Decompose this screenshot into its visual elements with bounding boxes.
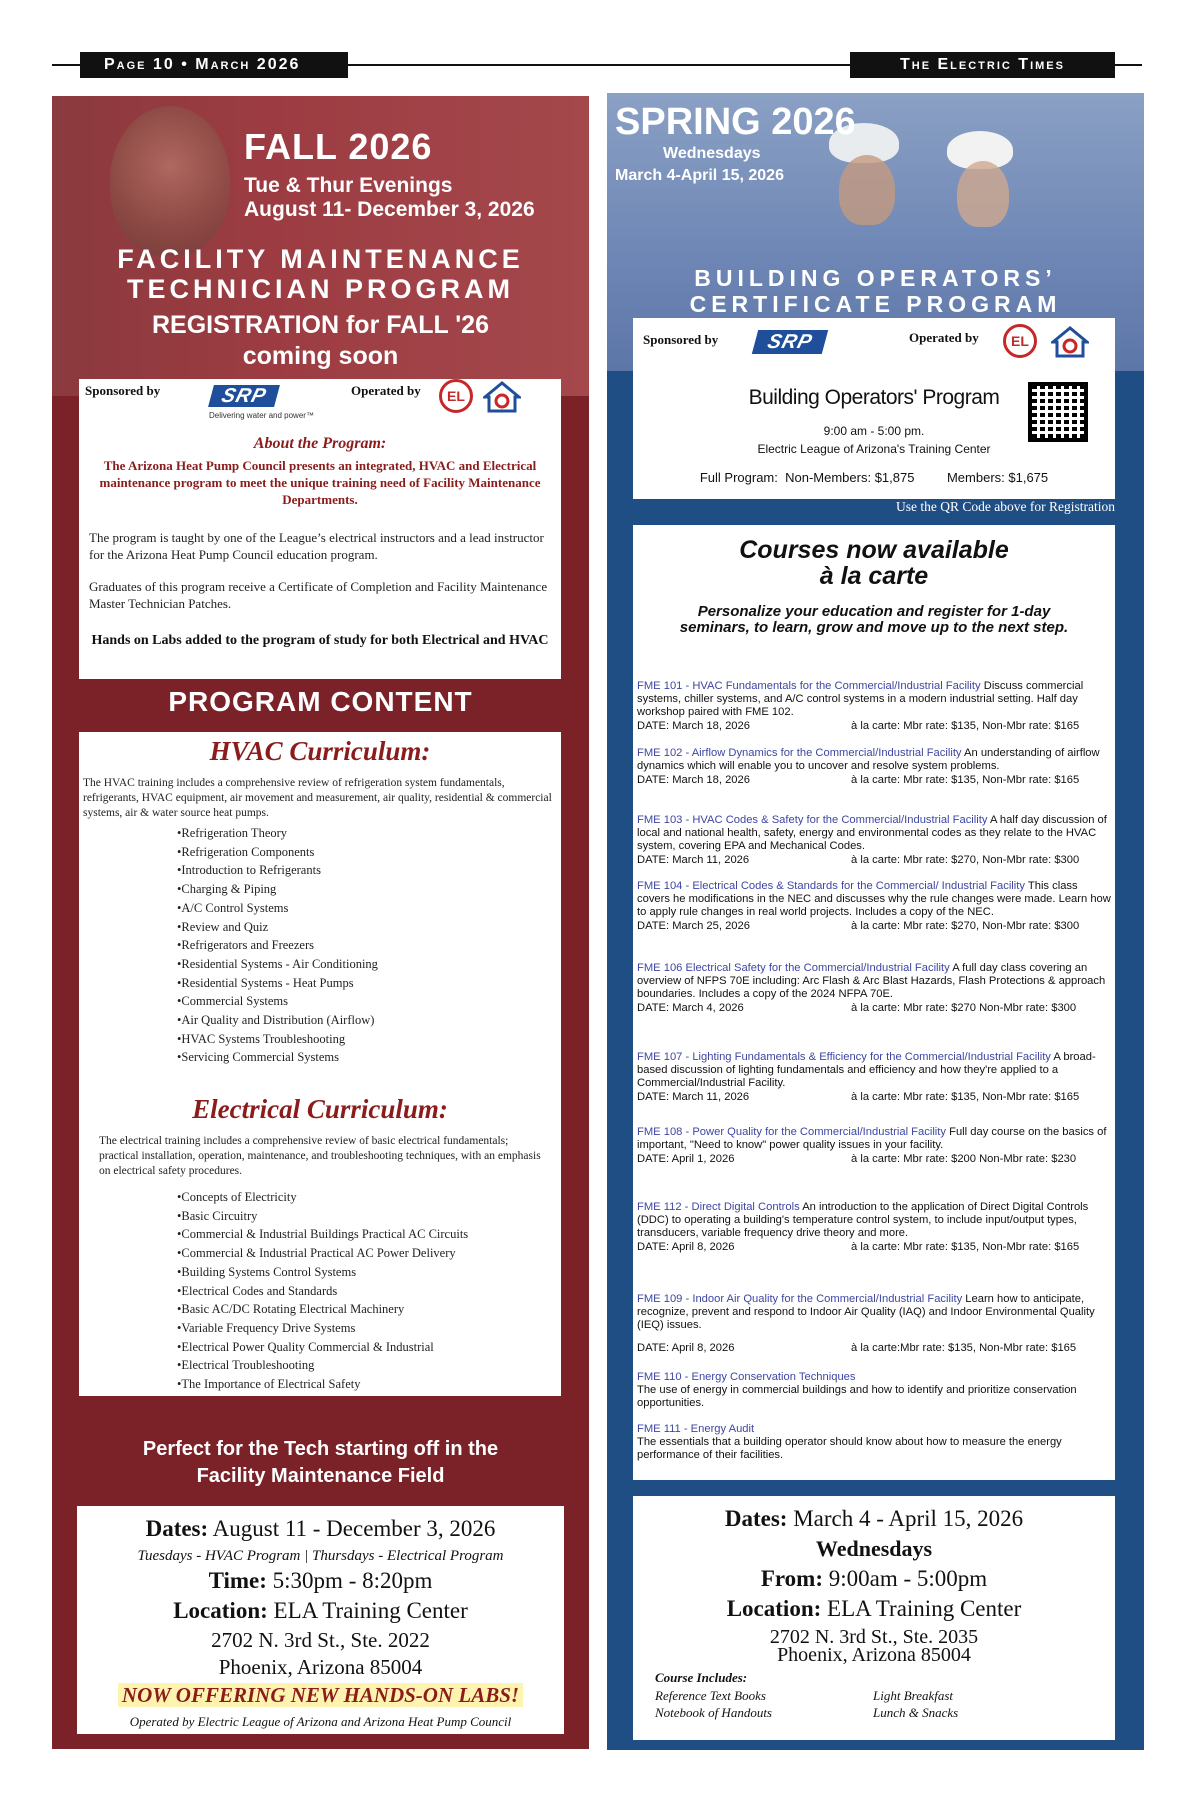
course-title[interactable]: FME 109 - Indoor Air Quality for the Commercial/Industrial Facility (637, 1293, 963, 1305)
program-title-line1: FACILITY MAINTENANCE (117, 244, 524, 274)
fall-program-ad (52, 96, 589, 1749)
program-content-title: PROGRAM CONTENT (168, 686, 473, 717)
page-number-tab: Page 10 • March 2026 (80, 52, 348, 78)
list-item: • Air Quality and Distribution (Airflow) (177, 1011, 378, 1030)
course-title[interactable]: FME 107 - Lighting Fundamentals & Efficiency for the Commercial/Industrial Facility (637, 1051, 1051, 1063)
list-item: • Variable Frequency Drive Systems (177, 1319, 468, 1338)
fall-hero (52, 96, 589, 396)
program-title-line1: BUILDING OPERATORS’ (694, 265, 1057, 291)
course-title[interactable]: FME 106 Electrical Safety for the Commercial/Industrial Facility (637, 962, 950, 974)
spring-dates-box (633, 1496, 1115, 1740)
course-title[interactable]: FME 103 - HVAC Codes & Safety for the Commercial/Industrial Facility (637, 814, 988, 826)
course-item (637, 880, 1111, 933)
course-desc: Learn how to anticipate, recognize, prevent and respond to Indoor Air Quality (IAQ) and Indoor Environmental Quality (IEQ) issues. (637, 1293, 1095, 1331)
course-desc: A half day discussion of local and national health, safety, energy and environmental codes as they relate to the HVAC system, covering EPA and Mechanical Codes. (637, 814, 1107, 852)
include-item: Light Breakfast (873, 1688, 954, 1703)
course-desc: A broad-based discussion of lighting fundamentals and efficiency and how they're applied to a Commercial/Industrial Facility. (637, 1051, 1096, 1089)
electrical-topic-list (177, 1188, 468, 1394)
electrical-intro: The electrical training includes a comprehensive review of basic electrical fundamentals; practical installation, operation, maintenance, and troubleshooting techniques, with an emphasis on electrical safety procedures. (99, 1135, 541, 1177)
course-date: DATE: March 18, 2026 (637, 720, 750, 732)
about-paragraph-1: The program is taught by one of the League’s electrical instructors and a lead instructor for the Arizona Heat Pump Council education program. (89, 530, 544, 562)
hours-line: 9:00 am - 5:00 pm. (823, 424, 925, 438)
location-value: ELA Training Center (273, 1598, 468, 1623)
fall-dates-box (77, 1506, 564, 1734)
course-date: DATE: March 4, 2026 (637, 1002, 744, 1014)
srp-logo: SRP (208, 385, 280, 407)
course-desc: The use of energy in commercial buildings and how to identify and prioritize conservation opportunities. (637, 1384, 1077, 1409)
course-price: à la carte: Mbr rate: $135, Non-Mbr rate: $165 (851, 774, 1080, 786)
srp-tagline: Delivering water and power™ (209, 411, 314, 420)
list-item: • The Importance of Electrical Safety (177, 1375, 468, 1394)
location-label: Location: (726, 1596, 822, 1621)
course-desc: A full day class covering an overview of NFPS 70E including: Arc Flash & Arc Blast Hazards, Flash Protections & approach boundaries. Includes a copy of the 2024 NFPA 70E. (637, 962, 1106, 1000)
includes-title: Course Includes: (655, 1670, 748, 1685)
list-item: • Building Systems Control Systems (177, 1263, 468, 1282)
list-item: • Servicing Commercial Systems (177, 1048, 378, 1067)
member-price: Members: $1,675 (946, 470, 1049, 485)
program-title-line2: TECHNICIAN PROGRAM (127, 274, 514, 304)
course-desc: Full day course on the basics of important, "Need to know" power quality issues in your facility. (637, 1126, 1107, 1151)
perfect-line-2: Facility Maintenance Field (196, 1465, 445, 1487)
operated-label: Operated by (351, 383, 421, 398)
fall-days: Tue & Thur Evenings (244, 174, 453, 197)
electric-league-logo: EL (1003, 324, 1037, 358)
worker-photo (839, 155, 895, 225)
course-item (637, 1293, 1111, 1355)
list-item: • Introduction to Refrigerants (177, 861, 378, 880)
about-box (79, 379, 561, 679)
course-desc: An introduction to the application of Direct Digital Controls (DDC) to operating a building's temperature control system, to include input/output types, transducers, variable frequency drive theory and more. (637, 1201, 1089, 1239)
courses-title (633, 537, 1115, 589)
hvac-intro: The HVAC training includes a comprehensive review of refrigeration system fundamentals, refrigerants, HVAC equipment, air movement and measurement, air quality, residential & commercial systems, air & water source heat pumps. (83, 777, 552, 819)
bop-title: Building Operators' Program (748, 386, 1000, 409)
spring-title: SPRING 2026 (615, 101, 856, 143)
from-value: 9:00am - 5:00pm (828, 1566, 988, 1591)
course-price: à la carte:Mbr rate: $135, Non-Mbr rate: $165 (851, 1342, 1077, 1354)
include-item: Notebook of Handouts (655, 1705, 772, 1720)
list-item: • Refrigerators and Freezers (177, 936, 378, 955)
include-item: Lunch & Snacks (873, 1705, 959, 1720)
course-item (637, 962, 1111, 1015)
course-item (637, 1051, 1111, 1104)
course-item (637, 747, 1111, 787)
schedule-line: Tuesdays - HVAC Program | Thursdays - Electrical Program (137, 1548, 504, 1564)
heat-pump-council-logo (1051, 326, 1089, 358)
course-date: DATE: April 8, 2026 (637, 1342, 735, 1354)
course-date: DATE: March 18, 2026 (637, 774, 750, 786)
courses-title-line1: Courses now available (739, 536, 1009, 564)
worker-photo (957, 161, 1009, 227)
srp-logo: SRP (752, 330, 828, 354)
course-title[interactable]: FME 112 - Direct Digital Controls (637, 1201, 800, 1213)
course-title[interactable]: FME 102 - Airflow Dynamics for the Commercial/Industrial Facility (637, 747, 962, 759)
address-line-2: Phoenix, Arizona 85004 (777, 1644, 971, 1666)
course-price: à la carte: Mbr rate: $270, Non-Mbr rate: $300 (851, 920, 1080, 932)
course-title[interactable]: FME 101 - HVAC Fundamentals for the Commercial/Industrial Facility (637, 680, 981, 692)
operated-note: Operated by Electric League of Arizona and Arizona Heat Pump Council (129, 1714, 512, 1729)
about-title: About the Program: (253, 435, 387, 452)
curriculum-box (79, 732, 561, 1396)
from-label: From: (760, 1566, 823, 1591)
full-program-label: Full Program: (699, 470, 778, 485)
operated-label: Operated by (909, 330, 979, 345)
address-line-2: Phoenix, Arizona 85004 (218, 1655, 423, 1679)
list-item: • Commercial Systems (177, 992, 378, 1011)
location-label: Location: (173, 1598, 268, 1623)
qr-code-icon[interactable] (1028, 382, 1088, 442)
list-item: • Refrigeration Components (177, 843, 378, 862)
program-title-line2: CERTIFICATE PROGRAM (689, 291, 1062, 317)
hvac-topic-list (177, 824, 378, 1067)
location-value: ELA Training Center (827, 1596, 1022, 1621)
labs-note: Hands on Labs added to the program of study for both Electrical and HVAC (91, 633, 549, 648)
courses-box (633, 525, 1115, 1480)
list-item: • Refrigeration Theory (177, 824, 378, 843)
hvac-curriculum-title: HVAC Curriculum: (209, 736, 431, 766)
course-desc: This class covers he modifications in the NEC and discusses why the rule changes were made. Learn how to apply rule changes in real world projects. Includes a copy of the NEC. (637, 880, 1111, 918)
courses-subtitle: Personalize your education and register for 1-day seminars, to learn, grow and move up to the next step. (679, 603, 1069, 636)
time-value: 5:30pm - 8:20pm (272, 1568, 433, 1593)
about-paragraph-2: Graduates of this program receive a Certificate of Completion and Facility Maintenance Master Technician Patches. (89, 579, 548, 611)
electric-league-logo: EL (439, 379, 473, 413)
address-line-1: 2702 N. 3rd St., Ste. 2035 (769, 1626, 979, 1648)
non-member-price: Non-Members: $1,875 (785, 470, 915, 485)
dates-label: Dates: (145, 1516, 209, 1541)
list-item: • Basic AC/DC Rotating Electrical Machinery (177, 1300, 468, 1319)
time-label: Time: (208, 1568, 267, 1593)
course-desc: An understanding of airflow dynamics which will enable you to uncover and resolve system problems. (637, 747, 1100, 772)
course-price: à la carte: Mbr rate: $135, Non-Mbr rate: $165 (851, 720, 1080, 732)
list-item: • Electrical Troubleshooting (177, 1356, 468, 1375)
list-item: • Review and Quiz (177, 918, 378, 937)
courses-title-line2: à la carte (819, 562, 929, 590)
list-item: • Basic Circuitry (177, 1207, 468, 1226)
spring-program-ad (607, 93, 1144, 1750)
spring-range: March 4-April 15, 2026 (615, 167, 784, 184)
course-price: à la carte: Mbr rate: $270 Non-Mbr rate: $300 (851, 1002, 1077, 1014)
course-title[interactable]: FME 110 - Energy Conservation Techniques (637, 1371, 856, 1383)
venue-line: Electric League of Arizona's Training Center (757, 442, 991, 456)
sponsored-label: Sponsored by (85, 383, 161, 398)
course-item (637, 1201, 1111, 1254)
list-item: • Concepts of Electricity (177, 1188, 468, 1207)
qr-note: Use the QR Code above for Registration (896, 499, 1115, 514)
list-item: • Residential Systems - Air Conditioning (177, 955, 378, 974)
course-title[interactable]: FME 111 - Energy Audit (637, 1423, 755, 1435)
list-item: • HVAC Systems Troubleshooting (177, 1030, 378, 1049)
dates-value: March 4 - April 15, 2026 (793, 1506, 1024, 1531)
registration-line: REGISTRATION for FALL '26 (152, 311, 489, 339)
include-item: Reference Text Books (655, 1688, 766, 1703)
heat-pump-council-logo (483, 381, 521, 413)
electrical-curriculum-title: Electrical Curriculum: (192, 1094, 448, 1124)
course-title[interactable]: FME 104 - Electrical Codes & Standards for the Commercial/ Industrial Facility (637, 880, 1025, 892)
list-item: • Residential Systems - Heat Pumps (177, 974, 378, 993)
course-price: à la carte: Mbr rate: $135, Non-Mbr rate: $165 (851, 1241, 1080, 1253)
labs-banner: NOW OFFERING NEW HANDS-ON LABS! (118, 1683, 523, 1707)
registration-box (633, 318, 1115, 499)
coming-soon-line: coming soon (242, 342, 399, 370)
day-line: Wednesdays (815, 1536, 933, 1561)
course-item (637, 1371, 1111, 1410)
perfect-line-1: Perfect for the Tech starting off in the (142, 1438, 499, 1460)
course-desc: The essentials that a building operator should know about how to measure the energy performance of their facilities. (637, 1436, 1062, 1461)
perfect-tagline (52, 1436, 589, 1490)
list-item: • A/C Control Systems (177, 899, 378, 918)
list-item: • Charging & Piping (177, 880, 378, 899)
about-body: The Arizona Heat Pump Council presents an integrated, HVAC and Electrical maintenance program to meet the unique training need of Facility Maintenance Departments. (99, 458, 541, 507)
course-item (637, 680, 1111, 733)
course-date: DATE: March 11, 2026 (637, 1091, 750, 1103)
course-price: à la carte: Mbr rate: $200 Non-Mbr rate: $230 (851, 1153, 1077, 1165)
fall-range: August 11- December 3, 2026 (244, 198, 535, 221)
course-item (637, 1126, 1111, 1166)
sponsored-label: Sponsored by (643, 332, 719, 347)
course-date: DATE: March 11, 2026 (637, 854, 750, 866)
course-desc: Discuss commercial systems, chiller systems, and A/C control systems in a modern industrial setting. Half day workshop paired with FME 102. (637, 680, 1084, 718)
course-date: DATE: April 8, 2026 (637, 1241, 735, 1253)
course-date: DATE: April 1, 2026 (637, 1153, 735, 1165)
course-item (637, 1423, 1111, 1462)
course-title[interactable]: FME 108 - Power Quality for the Commercial/Industrial Facility (637, 1126, 946, 1138)
technician-photo (110, 106, 230, 256)
dates-value: August 11 - December 3, 2026 (212, 1516, 496, 1541)
list-item: • Electrical Power Quality Commercial & Industrial (177, 1338, 468, 1357)
publication-title-tab: The Electric Times (850, 52, 1115, 78)
dates-label: Dates: (724, 1506, 788, 1531)
list-item: • Commercial & Industrial Buildings Practical AC Circuits (177, 1225, 468, 1244)
list-item: • Commercial & Industrial Practical AC Power Delivery (177, 1244, 468, 1263)
course-item (637, 814, 1111, 867)
course-price: à la carte: Mbr rate: $135, Non-Mbr rate: $165 (851, 1091, 1080, 1103)
address-line-1: 2702 N. 3rd St., Ste. 2022 (211, 1628, 430, 1652)
fall-title: FALL 2026 (244, 126, 433, 167)
spring-day: Wednesdays (663, 145, 761, 162)
course-price: à la carte: Mbr rate: $270, Non-Mbr rate: $300 (851, 854, 1080, 866)
course-date: DATE: March 25, 2026 (637, 920, 750, 932)
list-item: • Electrical Codes and Standards (177, 1282, 468, 1301)
